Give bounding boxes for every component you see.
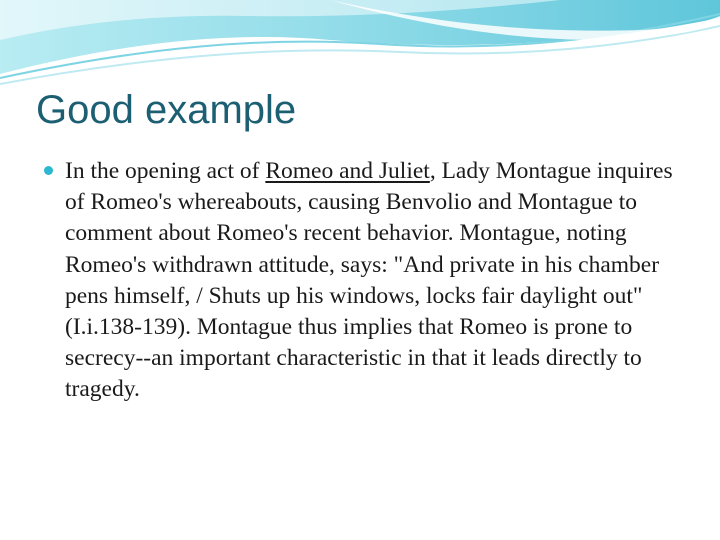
bullet-text: [65, 156, 684, 406]
slide-content: [44, 156, 684, 406]
book-title-underlined: Romeo and Juliet: [265, 158, 430, 184]
bullet-icon: [44, 166, 53, 175]
slide-title: Good example: [36, 88, 297, 132]
header-wave-decoration: [0, 0, 720, 90]
bullet-item: [44, 156, 684, 406]
bullet-text-before: In the opening act of: [65, 158, 266, 184]
bullet-text-after: , Lady Montague inquires of Romeo's whereabouts, causing Benvolio and Montague to comment about Romeo's recent behavior. Montague, noting Romeo's withdrawn attitude, says: "And private in his chamber pens himself, / Shuts up his windows, locks fair daylight out" (I.i.138-139). Montague thus implies that Romeo is prone to secrecy--an important characteristic in that it leads directly to tragedy.: [65, 158, 673, 403]
